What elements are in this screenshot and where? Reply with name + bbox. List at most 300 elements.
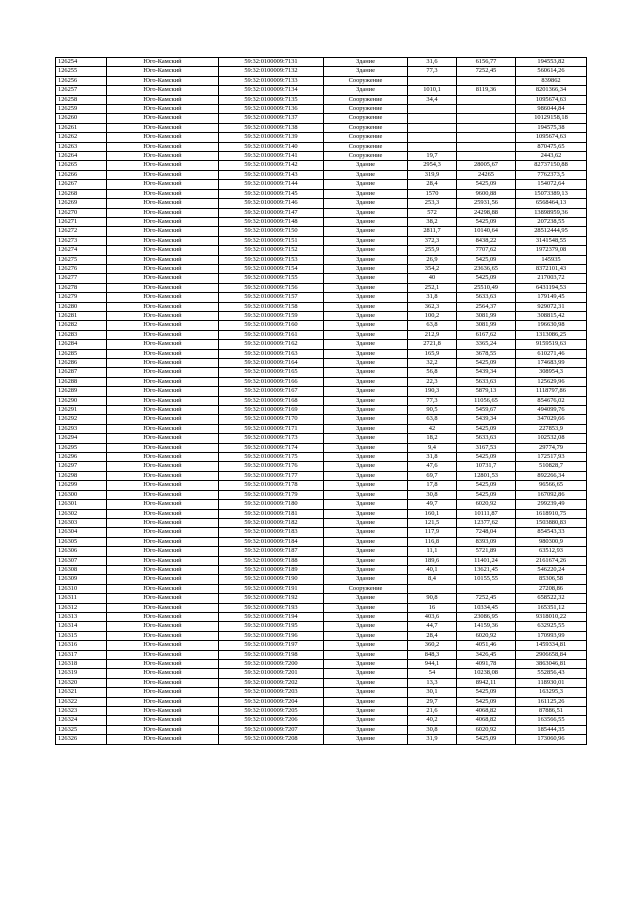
cadastral-number-cell: 59:32:0100009:7142	[219, 161, 324, 170]
object-type-cell: Здание	[324, 330, 408, 339]
cadastral-number-cell: 59:32:0100009:7162	[219, 340, 324, 349]
cadastral-value-cell: 854676,02	[516, 396, 587, 405]
cadastral-number-cell: 59:32:0100009:7147	[219, 208, 324, 217]
table-row	[56, 490, 587, 499]
district-cell: Юго-Камский	[107, 236, 219, 245]
district-cell: Юго-Камский	[107, 321, 219, 330]
row-number-cell: 126308	[56, 565, 107, 574]
cadastral-value-cell: 2443,62	[516, 152, 587, 161]
district-cell: Юго-Камский	[107, 311, 219, 320]
object-type-cell: Здание	[324, 67, 408, 76]
table-row	[56, 707, 587, 716]
unit-value-cell: 23636,65	[457, 264, 516, 273]
unit-value-cell: 3426,45	[457, 650, 516, 659]
object-type-cell: Сооружение	[324, 142, 408, 151]
row-number-cell: 126321	[56, 688, 107, 697]
row-number-cell: 126266	[56, 170, 107, 179]
table-row	[56, 669, 587, 678]
area-cell: 18,2	[408, 434, 457, 443]
object-type-cell: Сооружение	[324, 105, 408, 114]
object-type-cell: Здание	[324, 246, 408, 255]
area-cell: 63,8	[408, 415, 457, 424]
cadastral-value-cell: 980300,9	[516, 537, 587, 546]
district-cell: Юго-Камский	[107, 396, 219, 405]
unit-value-cell: 3081,99	[457, 321, 516, 330]
table-row	[56, 406, 587, 415]
unit-value-cell: 5425,09	[457, 274, 516, 283]
table-row	[56, 415, 587, 424]
area-cell: 2811,7	[408, 227, 457, 236]
cadastral-value-cell: 125629,96	[516, 377, 587, 386]
table-row	[56, 359, 587, 368]
row-number-cell: 126281	[56, 311, 107, 320]
row-number-cell: 126259	[56, 105, 107, 114]
cadastral-value-cell: 10129158,18	[516, 114, 587, 123]
unit-value-cell: 23086,95	[457, 612, 516, 621]
area-cell: 44,7	[408, 622, 457, 631]
table-row	[56, 152, 587, 161]
cadastral-value-cell: 15073389,13	[516, 189, 587, 198]
row-number-cell: 126270	[56, 208, 107, 217]
row-number-cell: 126277	[56, 274, 107, 283]
row-number-cell: 126319	[56, 669, 107, 678]
cadastral-value-cell: 85306,58	[516, 575, 587, 584]
table-row	[56, 462, 587, 471]
cadastral-value-cell: 27208,86	[516, 584, 587, 593]
row-number-cell: 126260	[56, 114, 107, 123]
unit-value-cell: 4068,82	[457, 716, 516, 725]
object-type-cell: Здание	[324, 208, 408, 217]
object-type-cell: Здание	[324, 612, 408, 621]
cadastral-number-cell: 59:32:0100009:7145	[219, 189, 324, 198]
district-cell: Юго-Камский	[107, 584, 219, 593]
object-type-cell: Здание	[324, 471, 408, 480]
unit-value-cell: 10731,7	[457, 462, 516, 471]
object-type-cell: Здание	[324, 594, 408, 603]
row-number-cell: 126313	[56, 612, 107, 621]
cadastral-number-cell: 59:32:0100009:7208	[219, 735, 324, 744]
area-cell: 28,4	[408, 631, 457, 640]
unit-value-cell: 5425,09	[457, 255, 516, 264]
row-number-cell: 126301	[56, 500, 107, 509]
object-type-cell: Здание	[324, 199, 408, 208]
table-row	[56, 594, 587, 603]
district-cell: Юго-Камский	[107, 650, 219, 659]
unit-value-cell: 12377,62	[457, 518, 516, 527]
cadastral-value-cell: 494099,76	[516, 406, 587, 415]
cadastral-value-cell: 174683,99	[516, 359, 587, 368]
object-type-cell: Здание	[324, 387, 408, 396]
table-row	[56, 217, 587, 226]
cadastral-value-cell: 194575,38	[516, 123, 587, 132]
cadastral-value-cell: 308954,3	[516, 368, 587, 377]
object-type-cell: Здание	[324, 377, 408, 386]
cadastral-number-cell: 59:32:0100009:7182	[219, 518, 324, 527]
cadastral-value-cell: 172517,93	[516, 453, 587, 462]
district-cell: Юго-Камский	[107, 471, 219, 480]
table-row	[56, 434, 587, 443]
unit-value-cell: 5425,09	[457, 490, 516, 499]
table-row	[56, 227, 587, 236]
table-row	[56, 180, 587, 189]
area-cell: 117,9	[408, 528, 457, 537]
district-cell: Юго-Камский	[107, 293, 219, 302]
cadastral-value-cell: 9318010,22	[516, 612, 587, 621]
object-type-cell: Здание	[324, 537, 408, 546]
row-number-cell: 126284	[56, 340, 107, 349]
district-cell: Юго-Камский	[107, 612, 219, 621]
table-row	[56, 500, 587, 509]
cadastral-number-cell: 59:32:0100009:7196	[219, 631, 324, 640]
area-cell: 13,3	[408, 678, 457, 687]
unit-value-cell: 6020,92	[457, 725, 516, 734]
table-row	[56, 340, 587, 349]
district-cell: Юго-Камский	[107, 123, 219, 132]
object-type-cell: Здание	[324, 58, 408, 67]
unit-value-cell: 14159,36	[457, 622, 516, 631]
area-cell	[408, 584, 457, 593]
cadastral-value-cell: 8372101,43	[516, 264, 587, 273]
table-row	[56, 735, 587, 744]
district-cell: Юго-Камский	[107, 133, 219, 142]
cadastral-number-cell: 59:32:0100009:7159	[219, 311, 324, 320]
district-cell: Юго-Камский	[107, 67, 219, 76]
row-number-cell: 126289	[56, 387, 107, 396]
row-number-cell: 126276	[56, 264, 107, 273]
table-row	[56, 603, 587, 612]
object-type-cell: Сооружение	[324, 584, 408, 593]
object-type-cell: Здание	[324, 660, 408, 669]
district-cell: Юго-Камский	[107, 565, 219, 574]
table-row	[56, 547, 587, 556]
row-number-cell: 126297	[56, 462, 107, 471]
district-cell: Юго-Камский	[107, 424, 219, 433]
cadastral-value-cell: 165351,12	[516, 603, 587, 612]
table-row	[56, 274, 587, 283]
table-row	[56, 688, 587, 697]
cadastral-value-cell: 63512,93	[516, 547, 587, 556]
area-cell: 90,5	[408, 406, 457, 415]
district-cell: Юго-Камский	[107, 217, 219, 226]
unit-value-cell: 5633,63	[457, 293, 516, 302]
district-cell: Юго-Камский	[107, 349, 219, 358]
unit-value-cell: 6020,92	[457, 500, 516, 509]
area-cell: 1010,1	[408, 86, 457, 95]
cadastral-number-cell: 59:32:0100009:7201	[219, 669, 324, 678]
object-type-cell: Здание	[324, 189, 408, 198]
cadastral-number-cell: 59:32:0100009:7188	[219, 556, 324, 565]
object-type-cell: Здание	[324, 406, 408, 415]
area-cell: 31,8	[408, 453, 457, 462]
table-body	[56, 58, 587, 745]
table-row	[56, 716, 587, 725]
area-cell: 944,1	[408, 660, 457, 669]
unit-value-cell: 3081,99	[457, 311, 516, 320]
district-cell: Юго-Камский	[107, 735, 219, 744]
row-number-cell: 126274	[56, 246, 107, 255]
cadastral-number-cell: 59:32:0100009:7176	[219, 462, 324, 471]
table-row	[56, 453, 587, 462]
object-type-cell: Здание	[324, 443, 408, 452]
cadastral-number-cell: 59:32:0100009:7167	[219, 387, 324, 396]
unit-value-cell: 5439,34	[457, 368, 516, 377]
area-cell: 77,3	[408, 67, 457, 76]
row-number-cell: 126288	[56, 377, 107, 386]
cadastral-number-cell: 59:32:0100009:7180	[219, 500, 324, 509]
cadastral-value-cell: 892266,34	[516, 471, 587, 480]
district-cell: Юго-Камский	[107, 86, 219, 95]
row-number-cell: 126271	[56, 217, 107, 226]
cadastral-number-cell: 59:32:0100009:7203	[219, 688, 324, 697]
table-row	[56, 283, 587, 292]
cadastral-value-cell: 3863046,81	[516, 660, 587, 669]
district-cell: Юго-Камский	[107, 518, 219, 527]
cadastral-number-cell: 59:32:0100009:7151	[219, 236, 324, 245]
cadastral-value-cell: 8201366,34	[516, 86, 587, 95]
row-number-cell: 126317	[56, 650, 107, 659]
unit-value-cell: 5425,09	[457, 180, 516, 189]
object-type-cell: Здание	[324, 678, 408, 687]
cadastral-number-cell: 59:32:0100009:7202	[219, 678, 324, 687]
area-cell	[408, 114, 457, 123]
object-type-cell: Здание	[324, 217, 408, 226]
cadastral-value-cell: 161125,26	[516, 697, 587, 706]
cadastral-number-cell: 59:32:0100009:7132	[219, 67, 324, 76]
area-cell: 47,6	[408, 462, 457, 471]
object-type-cell: Здание	[324, 434, 408, 443]
cadastral-value-table	[55, 57, 587, 745]
row-number-cell: 126322	[56, 697, 107, 706]
object-type-cell: Здание	[324, 556, 408, 565]
object-type-cell: Здание	[324, 565, 408, 574]
unit-value-cell	[457, 584, 516, 593]
object-type-cell: Здание	[324, 236, 408, 245]
area-cell: 40	[408, 274, 457, 283]
unit-value-cell: 10334,45	[457, 603, 516, 612]
district-cell: Юго-Камский	[107, 481, 219, 490]
area-cell: 189,6	[408, 556, 457, 565]
unit-value-cell: 10155,55	[457, 575, 516, 584]
area-cell: 31,9	[408, 735, 457, 744]
cadastral-number-cell: 59:32:0100009:7155	[219, 274, 324, 283]
cadastral-number-cell: 59:32:0100009:7179	[219, 490, 324, 499]
area-cell: 40,2	[408, 716, 457, 725]
district-cell: Юго-Камский	[107, 302, 219, 311]
area-cell: 848,3	[408, 650, 457, 659]
unit-value-cell: 5425,09	[457, 735, 516, 744]
row-number-cell: 126318	[56, 660, 107, 669]
cadastral-value-cell: 347029,66	[516, 415, 587, 424]
row-number-cell: 126309	[56, 575, 107, 584]
cadastral-value-cell: 1972379,08	[516, 246, 587, 255]
district-cell: Юго-Камский	[107, 114, 219, 123]
unit-value-cell: 10140,64	[457, 227, 516, 236]
district-cell: Юго-Камский	[107, 716, 219, 725]
row-number-cell: 126311	[56, 594, 107, 603]
district-cell: Юго-Камский	[107, 340, 219, 349]
area-cell: 17,8	[408, 481, 457, 490]
row-number-cell: 126302	[56, 509, 107, 518]
object-type-cell: Здание	[324, 359, 408, 368]
cadastral-number-cell: 59:32:0100009:7192	[219, 594, 324, 603]
district-cell: Юго-Камский	[107, 678, 219, 687]
object-type-cell: Здание	[324, 603, 408, 612]
object-type-cell: Здание	[324, 293, 408, 302]
object-type-cell: Здание	[324, 518, 408, 527]
unit-value-cell: 24298,88	[457, 208, 516, 217]
object-type-cell: Здание	[324, 622, 408, 631]
object-type-cell: Здание	[324, 180, 408, 189]
district-cell: Юго-Камский	[107, 509, 219, 518]
unit-value-cell	[457, 123, 516, 132]
area-cell: 165,9	[408, 349, 457, 358]
unit-value-cell: 3167,53	[457, 443, 516, 452]
cadastral-value-cell: 154072,64	[516, 180, 587, 189]
cadastral-number-cell: 59:32:0100009:7206	[219, 716, 324, 725]
cadastral-value-cell: 299239,49	[516, 500, 587, 509]
area-cell: 100,2	[408, 311, 457, 320]
cadastral-value-cell: 13898959,36	[516, 208, 587, 217]
row-number-cell: 126290	[56, 396, 107, 405]
row-number-cell: 126269	[56, 199, 107, 208]
district-cell: Юго-Камский	[107, 415, 219, 424]
row-number-cell: 126296	[56, 453, 107, 462]
district-cell: Юго-Камский	[107, 631, 219, 640]
cadastral-value-cell: 854543,33	[516, 528, 587, 537]
district-cell: Юго-Камский	[107, 669, 219, 678]
area-cell	[408, 133, 457, 142]
district-cell: Юго-Камский	[107, 697, 219, 706]
cadastral-number-cell: 59:32:0100009:7143	[219, 170, 324, 179]
unit-value-cell: 5425,09	[457, 359, 516, 368]
cadastral-number-cell: 59:32:0100009:7137	[219, 114, 324, 123]
cadastral-value-cell: 163295,3	[516, 688, 587, 697]
district-cell: Юго-Камский	[107, 387, 219, 396]
cadastral-value-cell: 1118797,86	[516, 387, 587, 396]
cadastral-value-cell: 227853,9	[516, 424, 587, 433]
table-row	[56, 650, 587, 659]
unit-value-cell: 5721,89	[457, 547, 516, 556]
table-row	[56, 396, 587, 405]
object-type-cell: Сооружение	[324, 133, 408, 142]
object-type-cell: Сооружение	[324, 123, 408, 132]
district-cell: Юго-Камский	[107, 462, 219, 471]
district-cell: Юго-Камский	[107, 76, 219, 85]
unit-value-cell: 7252,45	[457, 67, 516, 76]
area-cell: 2721,8	[408, 340, 457, 349]
cadastral-number-cell: 59:32:0100009:7174	[219, 443, 324, 452]
cadastral-number-cell: 59:32:0100009:7200	[219, 660, 324, 669]
area-cell: 8,4	[408, 575, 457, 584]
table-row	[56, 565, 587, 574]
table-row	[56, 697, 587, 706]
district-cell: Юго-Камский	[107, 537, 219, 546]
table-row	[56, 368, 587, 377]
row-number-cell: 126258	[56, 95, 107, 104]
unit-value-cell: 4051,46	[457, 641, 516, 650]
table-row	[56, 575, 587, 584]
object-type-cell: Здание	[324, 725, 408, 734]
table-row	[56, 76, 587, 85]
table-row	[56, 123, 587, 132]
unit-value-cell: 28005,67	[457, 161, 516, 170]
row-number-cell: 126285	[56, 349, 107, 358]
area-cell: 19,7	[408, 152, 457, 161]
district-cell: Юго-Камский	[107, 434, 219, 443]
cadastral-number-cell: 59:32:0100009:7191	[219, 584, 324, 593]
table-row	[56, 236, 587, 245]
cadastral-number-cell: 59:32:0100009:7160	[219, 321, 324, 330]
unit-value-cell: 3678,55	[457, 349, 516, 358]
cadastral-number-cell: 59:32:0100009:7197	[219, 641, 324, 650]
cadastral-value-cell: 207238,55	[516, 217, 587, 226]
district-cell: Юго-Камский	[107, 283, 219, 292]
unit-value-cell: 5425,09	[457, 697, 516, 706]
unit-value-cell	[457, 142, 516, 151]
cadastral-number-cell: 59:32:0100009:7193	[219, 603, 324, 612]
unit-value-cell: 13621,45	[457, 565, 516, 574]
unit-value-cell: 4091,78	[457, 660, 516, 669]
cadastral-value-cell: 6568464,13	[516, 199, 587, 208]
unit-value-cell	[457, 133, 516, 142]
table-row	[56, 255, 587, 264]
district-cell: Юго-Камский	[107, 725, 219, 734]
cadastral-number-cell: 59:32:0100009:7205	[219, 707, 324, 716]
district-cell: Юго-Камский	[107, 208, 219, 217]
unit-value-cell: 8438,22	[457, 236, 516, 245]
cadastral-number-cell: 59:32:0100009:7166	[219, 377, 324, 386]
unit-value-cell: 25510,49	[457, 283, 516, 292]
cadastral-value-cell: 118930,01	[516, 678, 587, 687]
object-type-cell: Здание	[324, 415, 408, 424]
cadastral-number-cell: 59:32:0100009:7165	[219, 368, 324, 377]
district-cell: Юго-Камский	[107, 641, 219, 650]
row-number-cell: 126275	[56, 255, 107, 264]
cadastral-value-cell: 510828,7	[516, 462, 587, 471]
cadastral-number-cell: 59:32:0100009:7181	[219, 509, 324, 518]
cadastral-number-cell: 59:32:0100009:7170	[219, 415, 324, 424]
cadastral-value-cell: 2906658,84	[516, 650, 587, 659]
area-cell: 354,2	[408, 264, 457, 273]
cadastral-value-cell: 560614,26	[516, 67, 587, 76]
cadastral-value-cell: 610271,46	[516, 349, 587, 358]
object-type-cell: Здание	[324, 170, 408, 179]
district-cell: Юго-Камский	[107, 161, 219, 170]
table-row	[56, 199, 587, 208]
unit-value-cell: 7252,45	[457, 594, 516, 603]
object-type-cell: Здание	[324, 688, 408, 697]
area-cell: 16	[408, 603, 457, 612]
district-cell: Юго-Камский	[107, 359, 219, 368]
district-cell: Юго-Камский	[107, 246, 219, 255]
unit-value-cell	[457, 76, 516, 85]
district-cell: Юго-Камский	[107, 170, 219, 179]
row-number-cell: 126310	[56, 584, 107, 593]
object-type-cell: Здание	[324, 631, 408, 640]
table-row	[56, 142, 587, 151]
cadastral-value-cell: 308815,42	[516, 311, 587, 320]
area-cell: 30,8	[408, 490, 457, 499]
district-cell: Юго-Камский	[107, 330, 219, 339]
table-row	[56, 387, 587, 396]
row-number-cell: 126298	[56, 471, 107, 480]
district-cell: Юго-Камский	[107, 105, 219, 114]
unit-value-cell: 6167,62	[457, 330, 516, 339]
table-row	[56, 302, 587, 311]
cadastral-value-cell: 870475,65	[516, 142, 587, 151]
row-number-cell: 126273	[56, 236, 107, 245]
area-cell: 21,6	[408, 707, 457, 716]
